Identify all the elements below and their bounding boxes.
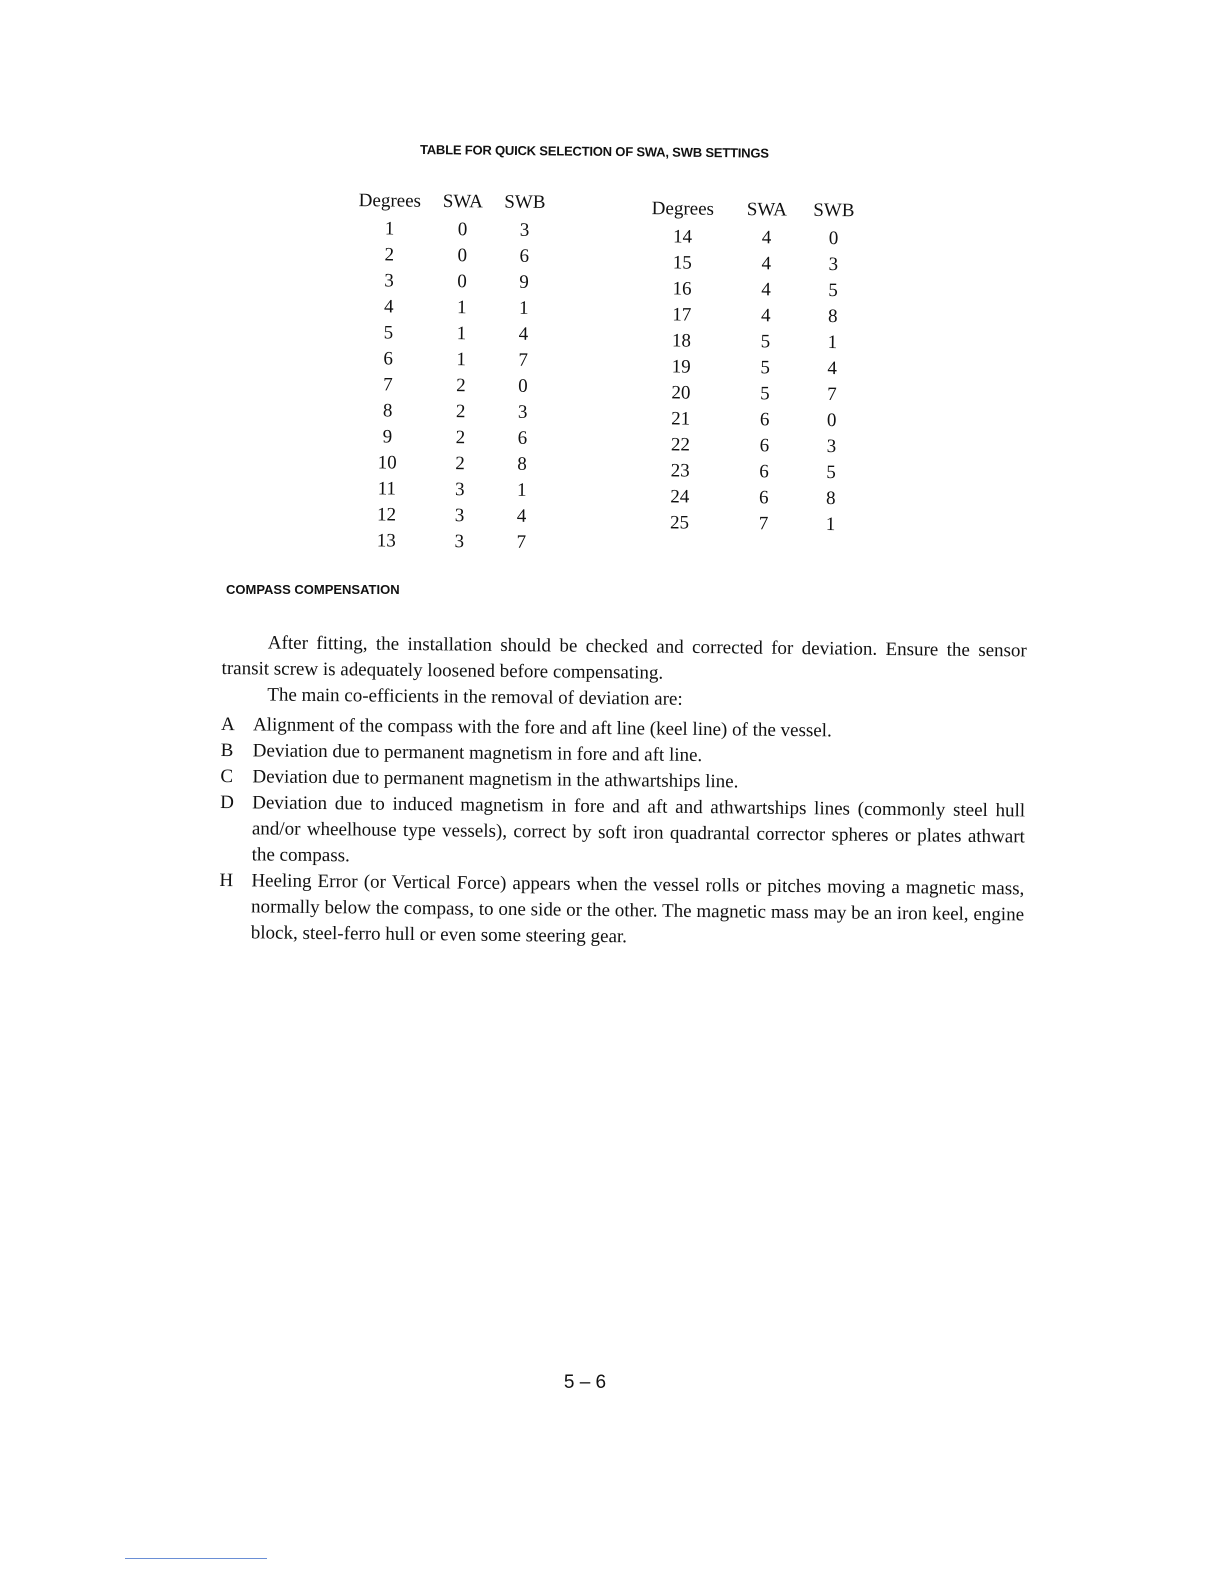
swb-cell: 3	[828, 253, 839, 276]
item-text: Alignment of the compass with the fore and aft line (keel line) of the vessel.	[252, 714, 832, 742]
swa-cell: 2	[455, 401, 466, 423]
item-text: Deviation due to induced magnetism in fore and aft and athwartships lines (commonly steel hull and/or wheelhouse type vessels), correct by soft iron quadrantal corrector spheres or plates athwart the compass.	[251, 792, 1026, 867]
degrees-cell: 12	[376, 504, 397, 526]
footer-rule	[125, 1558, 267, 1559]
degrees-cell: 9	[382, 426, 393, 448]
degrees-cell: 17	[672, 304, 692, 326]
swa-cell: 2	[456, 375, 466, 397]
table-row	[344, 528, 552, 556]
swb-cell: 0	[826, 409, 837, 432]
swa-cell: 0	[457, 219, 468, 241]
table-row	[344, 502, 552, 530]
table-row	[637, 432, 857, 460]
swa-cell: 6	[759, 409, 770, 431]
degrees-cell: 22	[670, 434, 691, 456]
swb-cell: 7	[518, 349, 529, 371]
swb-cell: 4	[827, 357, 838, 380]
swb-cell: 5	[826, 461, 836, 484]
degrees-cell: 6	[383, 348, 394, 370]
table-row	[638, 380, 858, 408]
item-letter: D	[220, 791, 235, 814]
swa-cell: 6	[758, 487, 769, 509]
degrees-cell: 23	[670, 460, 690, 482]
degrees-cell: 15	[672, 252, 692, 274]
list-item	[220, 790, 1026, 876]
swb-cell: 7	[827, 383, 837, 406]
table-row	[346, 346, 554, 374]
swa-cell: 0	[457, 245, 468, 267]
item-letter: B	[220, 739, 234, 762]
intro-paragraph: After fitting, the installation should be checked and corrected for deviation. Ensure the sensor transit screw is adequately loosened before compensating.	[221, 632, 1027, 684]
swb-cell: 6	[517, 427, 528, 449]
settings-table-left	[344, 188, 556, 556]
table-row	[346, 372, 554, 400]
table-row	[345, 450, 553, 478]
table-row	[345, 476, 553, 504]
swb-cell: 0	[518, 375, 528, 397]
swb-cell: 0	[828, 227, 839, 250]
swb-cell: 1	[518, 297, 529, 319]
swb-cell: 5	[828, 279, 838, 302]
swa-cell: 4	[761, 253, 772, 275]
degrees-cell: 24	[670, 486, 690, 508]
table-header-row	[640, 196, 860, 226]
degrees-cell: 16	[672, 278, 692, 300]
swa-cell: 3	[454, 479, 465, 501]
table-row	[639, 302, 859, 330]
table-row	[347, 242, 555, 270]
table-row	[345, 424, 553, 452]
swb-cell: 3	[826, 435, 837, 458]
swa-cell: 2	[455, 453, 465, 475]
swb-cell: 9	[519, 271, 529, 293]
settings-table-right	[636, 196, 860, 538]
swb-cell: 4	[518, 323, 529, 345]
swa-cell: 7	[758, 513, 769, 535]
degrees-cell: 13	[376, 530, 396, 552]
degrees-cell: 3	[384, 270, 394, 292]
table-row	[639, 276, 859, 304]
page-number: 5 – 6	[563, 1372, 607, 1393]
coefficients-intro: The main co-efficients in the removal of deviation are:	[267, 684, 683, 710]
degrees-cell: 4	[383, 296, 394, 318]
swb-cell: 3	[519, 219, 530, 241]
degrees-cell: 1	[384, 218, 395, 240]
degrees-cell: 18	[671, 330, 692, 352]
swb-cell: 8	[827, 305, 838, 328]
table-row	[638, 406, 858, 434]
swa-cell: 1	[456, 349, 467, 371]
item-letter: C	[220, 765, 234, 788]
swb-cell: 1	[516, 479, 527, 501]
swa-cell: 3	[454, 531, 465, 553]
degrees-header: Degrees	[358, 190, 422, 212]
swb-cell: 4	[516, 505, 527, 527]
item-text: Heeling Error (or Vertical Force) appears when the vessel rolls or pitches moving a magnetic mass, normally below the compass, to one side or the other. The magnetic mass may be an iron keel, engine block, steel-ferro hull or even some steering gear.	[250, 870, 1025, 948]
item-text: Deviation due to permanent magnetism in the athwartships line.	[252, 766, 739, 793]
swb-header: SWB	[813, 199, 855, 222]
table-row	[637, 458, 857, 486]
swa-cell: 1	[456, 323, 467, 345]
swb-cell: 8	[825, 487, 836, 510]
table-row	[639, 224, 859, 252]
degrees-header: Degrees	[651, 198, 715, 220]
table-header-row	[348, 188, 556, 218]
table-row	[637, 484, 857, 512]
table-row	[639, 250, 859, 278]
swa-cell: 5	[760, 357, 771, 379]
degrees-cell: 25	[669, 512, 690, 534]
section-heading: COMPASS COMPENSATION	[226, 582, 400, 597]
degrees-cell: 2	[384, 244, 395, 266]
swa-cell: 6	[759, 461, 769, 483]
degrees-cell: 19	[671, 356, 691, 378]
coefficient-list	[219, 712, 1026, 954]
swb-cell: 1	[825, 513, 836, 536]
swa-cell: 5	[760, 383, 770, 405]
swa-cell: 1	[456, 297, 467, 319]
degrees-cell: 8	[382, 400, 393, 422]
table-row	[638, 328, 858, 356]
swb-cell: 7	[516, 531, 527, 553]
degrees-cell: 10	[377, 452, 397, 474]
item-letter: H	[219, 869, 234, 892]
item-text: Deviation due to permanent magnetism in fore and aft line.	[252, 740, 703, 767]
item-letter: A	[220, 713, 235, 736]
table-row	[347, 216, 555, 244]
table-row	[636, 510, 856, 538]
degrees-cell: 14	[672, 226, 693, 248]
swa-header: SWA	[746, 199, 788, 221]
swb-cell: 3	[517, 401, 528, 423]
degrees-cell: 21	[671, 408, 691, 430]
swb-cell: 8	[517, 453, 527, 475]
swb-header: SWB	[504, 191, 546, 214]
swa-cell: 6	[759, 435, 770, 457]
swa-header: SWA	[442, 190, 484, 213]
table-title: TABLE FOR QUICK SELECTION OF SWA, SWB SETTINGS	[419, 142, 769, 161]
table-row	[347, 268, 555, 296]
degrees-cell: 20	[671, 382, 691, 404]
table-row	[347, 294, 555, 322]
swa-cell: 5	[760, 331, 771, 353]
swa-cell: 0	[457, 271, 467, 293]
degrees-cell: 5	[383, 322, 394, 344]
swb-cell: 6	[519, 245, 530, 267]
swa-cell: 3	[454, 505, 465, 527]
table-row	[346, 320, 554, 348]
compass-compensation-text	[219, 630, 1027, 954]
table-row	[346, 398, 554, 426]
swa-cell: 2	[455, 427, 466, 449]
swa-cell: 4	[761, 227, 772, 249]
swa-cell: 4	[760, 305, 771, 327]
swa-cell: 4	[761, 279, 771, 301]
degrees-cell: 7	[383, 374, 393, 396]
swb-cell: 1	[827, 331, 838, 354]
table-row	[638, 354, 858, 382]
list-item	[219, 868, 1025, 954]
degrees-cell: 11	[377, 478, 397, 500]
